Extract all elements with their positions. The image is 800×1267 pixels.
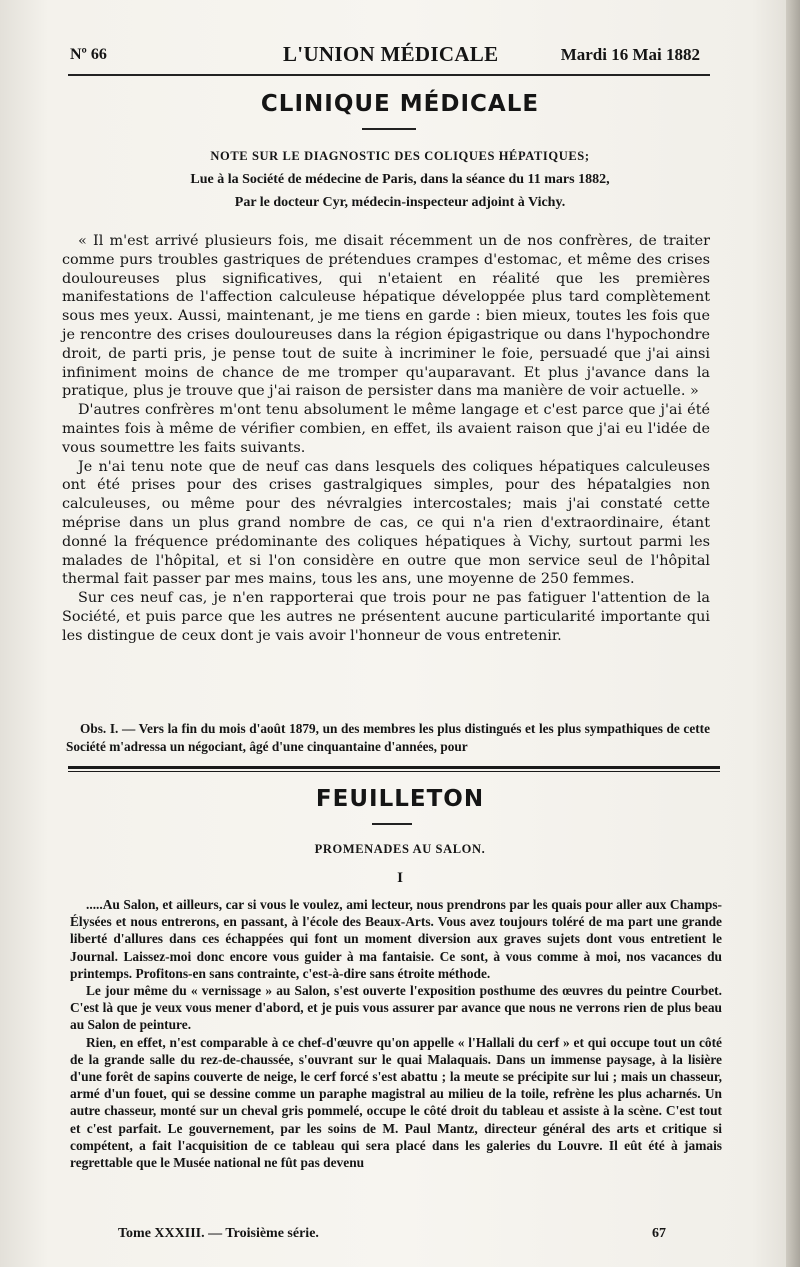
article-body [62,232,710,646]
feuilleton-body [70,896,722,1171]
journal-title: L'UNION MÉDICALE [283,42,499,66]
title-divider [362,128,416,130]
article-paragraph: Sur ces neuf cas, je n'en rapporterai que trois pour ne pas fatiguer l'attention de la Société, et puis parce que les autres ne présentent aucune particularité importante qui les distingue de ceux dont je vais avoir l'honneur de vous entretenir. [62,590,710,644]
article-title: NOTE SUR LE DIAGNOSTIC DES COLIQUES HÉPATIQUES; [210,149,590,163]
issue-date: Mardi 16 Mai 1882 [560,45,700,64]
page-footer [118,1226,666,1248]
page-number: 67 [652,1226,666,1241]
volume-label: Tome XXXIII. — Troisième série. [118,1226,319,1241]
observation-paragraph: Obs. I. — Vers la fin du mois d'août 1879, un des membres les plus distingués et les plus sympathiques de cette Société m'adressa un négociant, âgé d'une cinquantaine d'années, pour [66,721,710,754]
page-binding-edge [786,0,800,1267]
feuilleton-rule-thin [68,771,720,772]
section-title-feuilleton: FEUILLETON [315,786,485,812]
page-header [70,40,700,70]
issue-number: Nº 66 [70,46,107,63]
article-author: Par le docteur Cyr, médecin-inspecteur adjoint à Vichy. [234,195,566,210]
feuilleton-rule-thick [68,766,720,769]
chapter-number: I [397,870,403,886]
header-rule [68,74,710,76]
article-read-at: Lue à la Société de médecine de Paris, dans la séance du 11 mars 1882, [190,172,610,187]
article-paragraph: Je n'ai tenu note que de neuf cas dans lesquels des coliques hépatiques calculeuses ont été prises pour des crises gastralgiques simples, pour des hépatalgies non calculeuses, ou même pour des névralgies intercostales; mais j'ai constaté cette méprise dans un plus grand nombre de cas, ce qui n'a rien d'extraordinaire, étant donné la fréquence prédominante des coliques hépatiques à Vichy, surtout parmi les malades de l'hôpital, et si l'on considère en outre que mon service seul de l'hôpital thermal fait passer par mes mains, tous les ans, une moyenne de 250 femmes. [62,458,710,588]
feuilleton-divider [372,823,412,825]
article-paragraph: D'autres confrères m'ont tenu absolument le même langage et c'est parce que j'ai été maintes fois à même de vérifier combien, en effet, ils avaient raison que j'ai eu l'idée de vous soumettre les faits suivants. [62,402,710,456]
feuilleton-paragraph: Le jour même du « vernissage » au Salon, s'est ouverte l'exposition posthume des œuvres du peintre Courbet. C'est là que je veux vous mener d'abord, et je puis vous assurer par avance que nous ne verrons rien de plus beau au Salon de peinture. [70,983,722,1033]
section-title-clinique: CLINIQUE MÉDICALE [260,91,540,117]
feuilleton-subtitle: PROMENADES AU SALON. [314,842,486,856]
feuilleton-paragraph: .....Au Salon, et ailleurs, car si vous le voulez, ami lecteur, nous prendrons par les quais pour aller aux Champs-Élysées et nous entrerons, en passant, à l'école des Beaux-Arts. Vous avez toujours toléré de ma part une grande liberté d'allures dans ces échappées qui font un moment diversion aux graves sujets dont vous entretient le Journal. Laissez-moi donc encore vous guider à ma fantaisie. Ce sont, à vous comme à moi, nos vacances du printemps. Profitons-en sans contrainte, c'est-à-dire sans étroite méthode. [70,897,722,981]
article-paragraph: « Il m'est arrivé plusieurs fois, me disait récemment un de nos confrères, de traiter comme purs troubles gastriques de prétendues crampes d'estomac, et même des crises douloureuses plus significatives, qui n'etaient en réalité que les premières manifestations de l'affection calculeuse hépatique développée plus tard complètement sous mes yeux. Aussi, maintenant, je me tiens en garde : bien mieux, toutes les fois que je rencontre des crises douloureuses dans la région épigastrique ou dans l'hypochondre droit, de parti pris, je pense tout de suite à incriminer le foie, persuadé que j'ai ainsi infiniment moins de chance de me tromper qu'auparavant. Et plus j'avance dans la pratique, plus je trouve que j'ai raison de persister dans ma manière de voir actuelle. » [62,233,710,400]
feuilleton-paragraph: Rien, en effet, n'est comparable à ce chef-d'œuvre qu'on appelle « l'Hallali du cerf » et qui occupe tout un côté de la grande salle du rez-de-chaussée, s'ouvrant sur le quai Malaquais. Dans un immense paysage, à la lisière d'une forêt de sapins couverte de neige, le cerf forcé s'est abattu ; la meute se précipite sur lui ; mais un chasseur, armé d'un fouet, qui se dessine comme un paraphe magistral au milieu de la toile, refrène les plus acharnés. Un autre chasseur, monté sur un cheval gris pommelé, occupe le côté droit du tableau et assiste à la scène. C'est tout et c'est parfait. Le gouvernement, par les soins de M. Paul Mantz, directeur général des arts et critique si compétent, a fait l'acquisition de ce tableau qui sera placé dans les galeries du Louvre. Il eût été à jamais regrettable que le Musée national ne fût pas devenu [70,1034,722,1171]
